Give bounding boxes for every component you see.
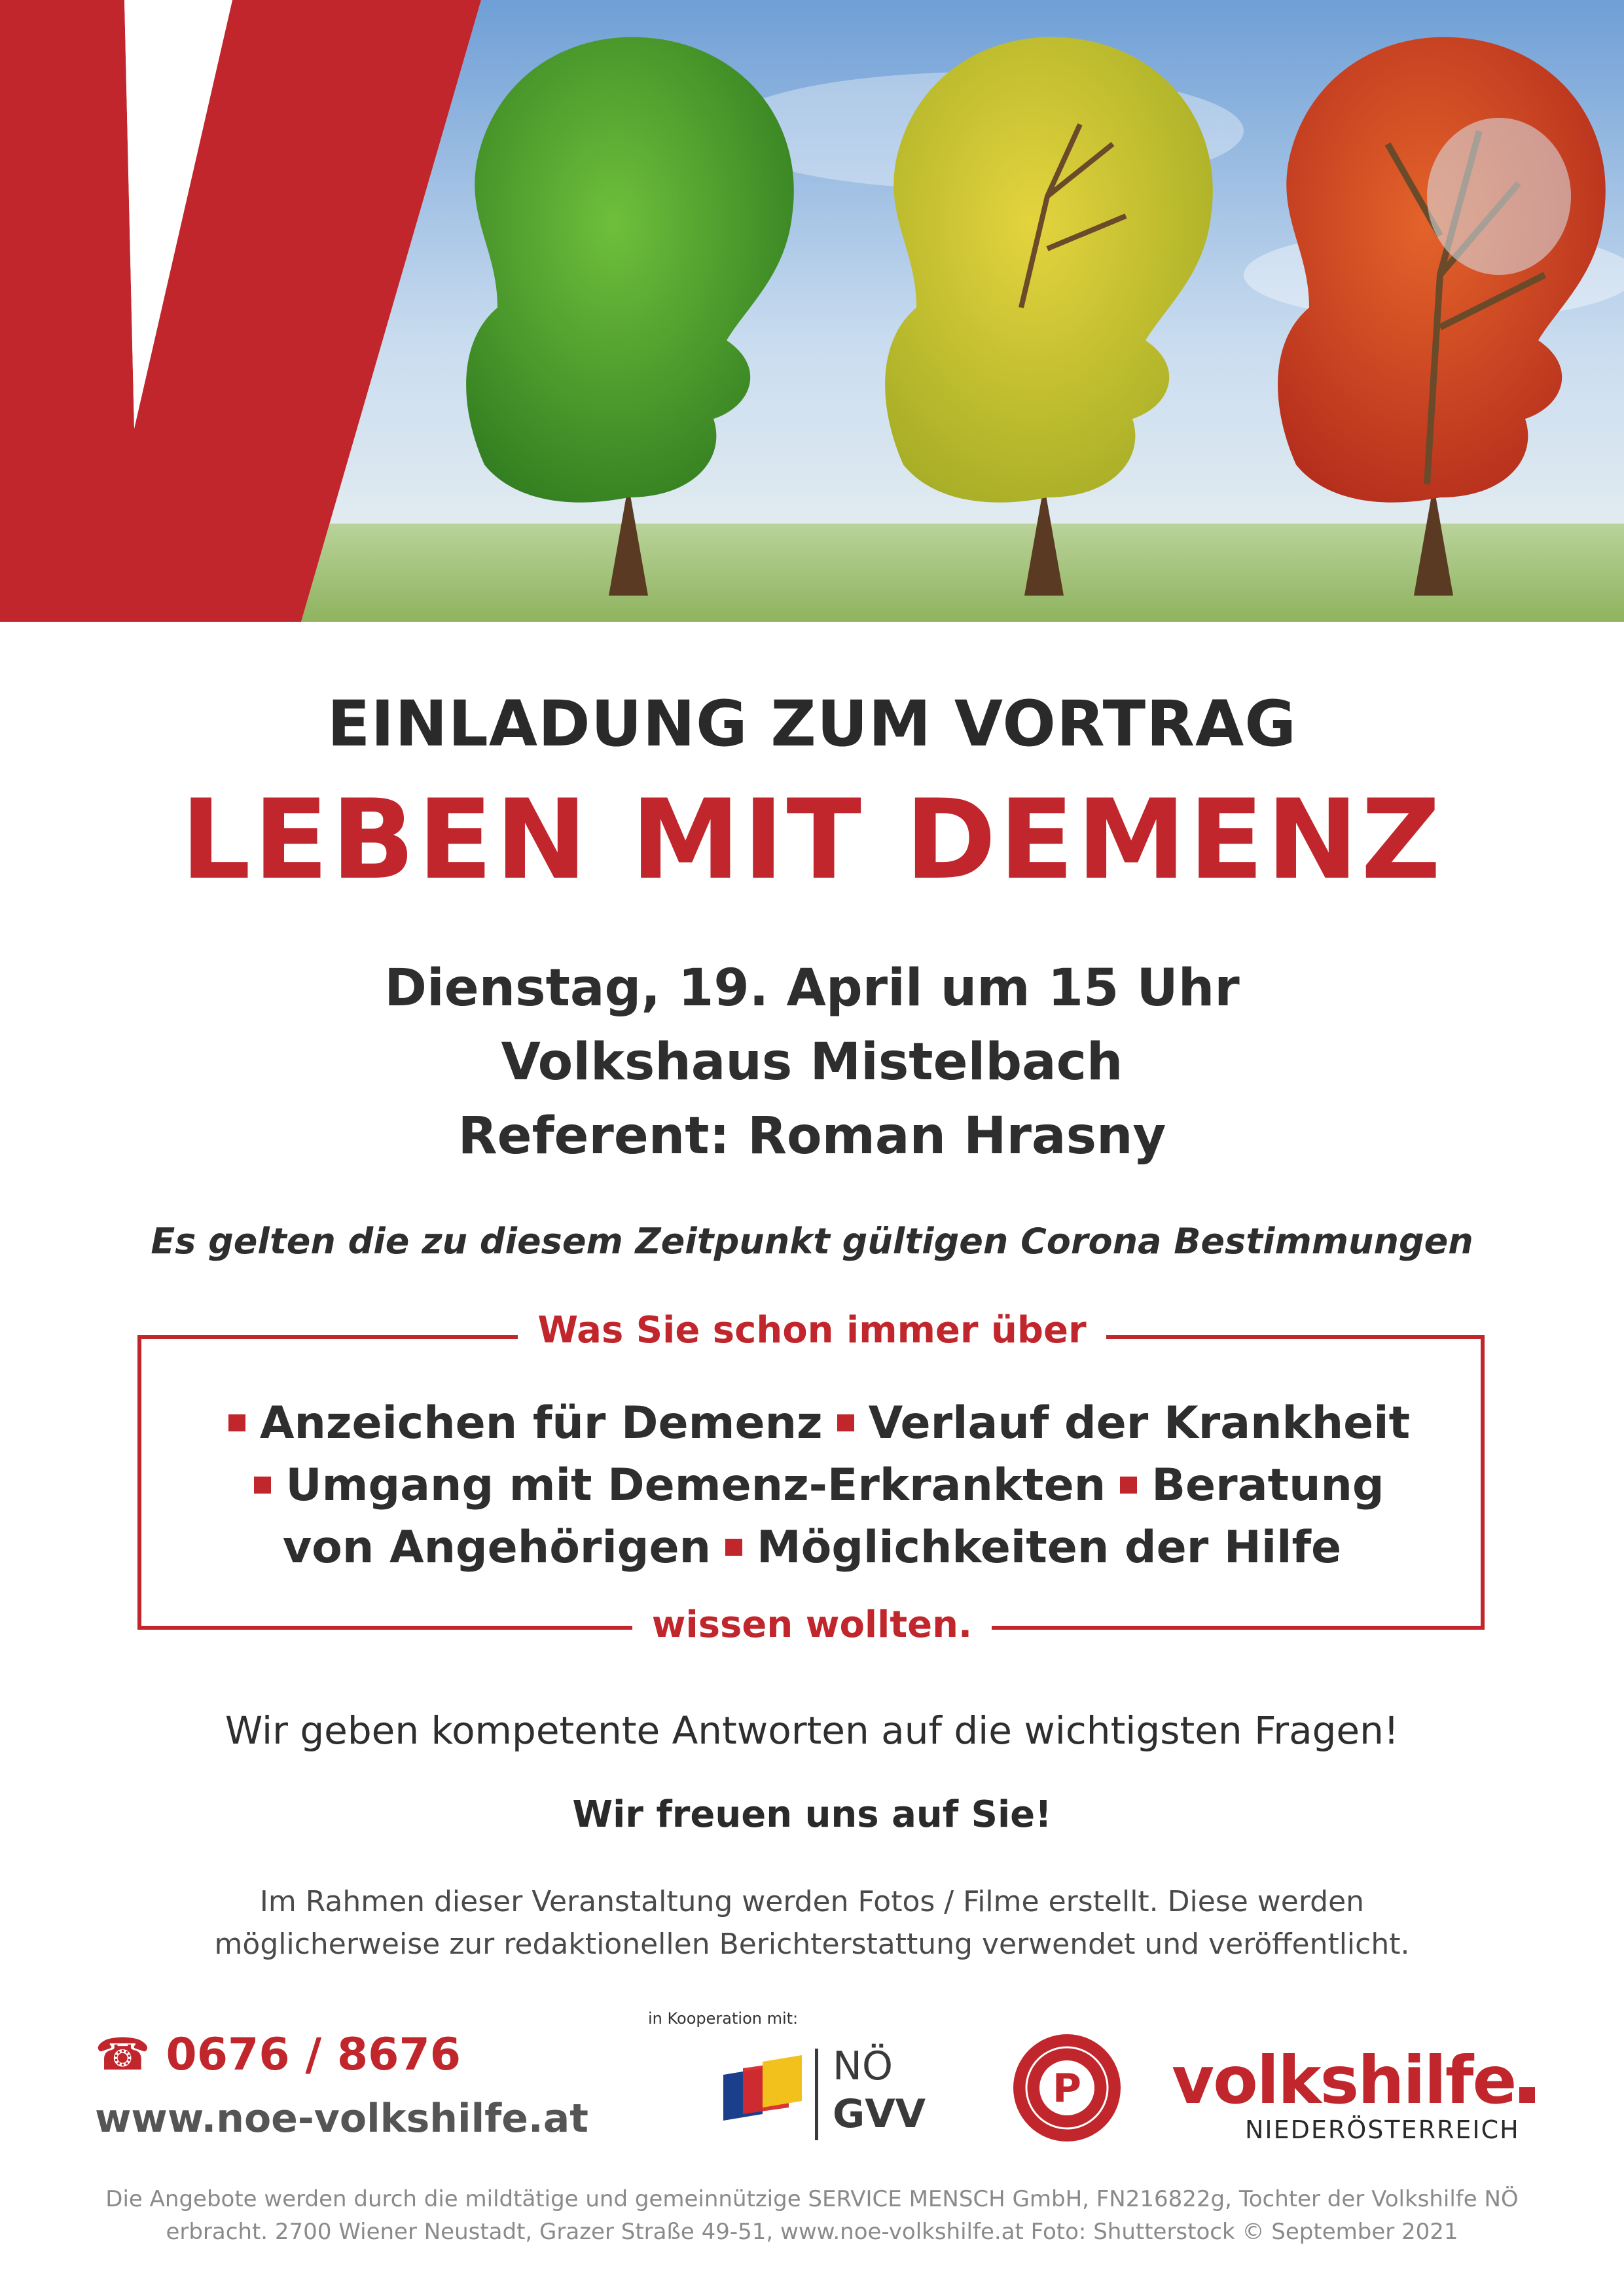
welcome-text: Wir freuen uns auf Sie!	[572, 1793, 1052, 1836]
box-caption-top: Was Sie schon immer über	[0, 1309, 1624, 1352]
main-title: LEBEN MIT DEMENZ	[180, 776, 1444, 904]
topic-line	[0, 1460, 1624, 1511]
topic-line	[0, 1522, 1624, 1573]
bullet-square-icon	[725, 1539, 742, 1556]
volkshilfe-logo-subtitle: NIEDERÖSTERREICH	[1245, 2115, 1520, 2144]
event-venue: Volkshaus Mistelbach	[501, 1033, 1123, 1092]
photo-notice: Im Rahmen dieser Veranstaltung werden Fotos / Filme erstellt. Diese werden	[259, 1885, 1365, 1918]
legal-text: Die Angebote werden durch die mildtätige und gemeinnützige SERVICE MENSCH GmbH, FN216822g, Tochter der Volkshilfe NÖ	[105, 2186, 1519, 2212]
topic-item: von Angehörigen	[282, 1522, 711, 1573]
gvv-logo-text-bottom: GVV	[833, 2091, 926, 2137]
topic-item: Anzeichen für Demenz	[259, 1397, 823, 1449]
topic-item: Verlauf der Krankheit	[868, 1397, 1411, 1449]
topic-item: Beratung	[1151, 1460, 1384, 1511]
answers-text: Wir geben kompetente Antworten auf die wichtigsten Fragen!	[225, 1708, 1399, 1753]
seal-letter: P	[1053, 2066, 1081, 2111]
topic-item: Möglichkeiten der Hilfe	[756, 1522, 1342, 1573]
pensionistenverband-seal-logo	[1011, 2032, 1123, 2144]
event-date: Dienstag, 19. April um 15 Uhr	[384, 959, 1240, 1018]
bullet-square-icon	[837, 1414, 854, 1431]
topic-item: Umgang mit Demenz-Erkrankten	[285, 1460, 1106, 1511]
topic-line	[0, 1397, 1624, 1449]
pre-title: EINLADUNG ZUM VORTRAG	[327, 687, 1297, 761]
telephone-icon: ☎	[95, 2029, 151, 2081]
legal-text: erbracht. 2700 Wiener Neustadt, Grazer Straße 49-51, www.noe-volkshilfe.at Foto: Shutterstock © September 2021	[166, 2219, 1458, 2245]
website-link[interactable]: www.noe-volkshilfe.at	[95, 2096, 588, 2142]
hero-image	[0, 0, 1624, 622]
event-speaker: Referent: Roman Hrasny	[458, 1107, 1166, 1166]
logo-dot-icon	[1519, 2087, 1535, 2103]
bullet-square-icon	[1120, 1477, 1137, 1494]
corona-note: Es gelten die zu diesem Zeitpunkt gültigen Corona Bestimmungen	[151, 1221, 1473, 1262]
volkshilfe-logo: volkshilfe	[1172, 2042, 1535, 2119]
phone-number[interactable]: ☎ 0676 / 8676	[95, 2029, 461, 2081]
cooperation-label: in Kooperation mit:	[648, 2009, 799, 2028]
box-caption-bottom: wissen wollten.	[0, 1604, 1624, 1646]
bullet-square-icon	[228, 1414, 245, 1431]
gvv-logo-text-top: NÖ	[833, 2043, 893, 2089]
photo-notice: möglicherweise zur redaktionellen Berichterstattung verwendet und veröffentlicht.	[214, 1928, 1410, 1961]
bullet-square-icon	[254, 1477, 271, 1494]
